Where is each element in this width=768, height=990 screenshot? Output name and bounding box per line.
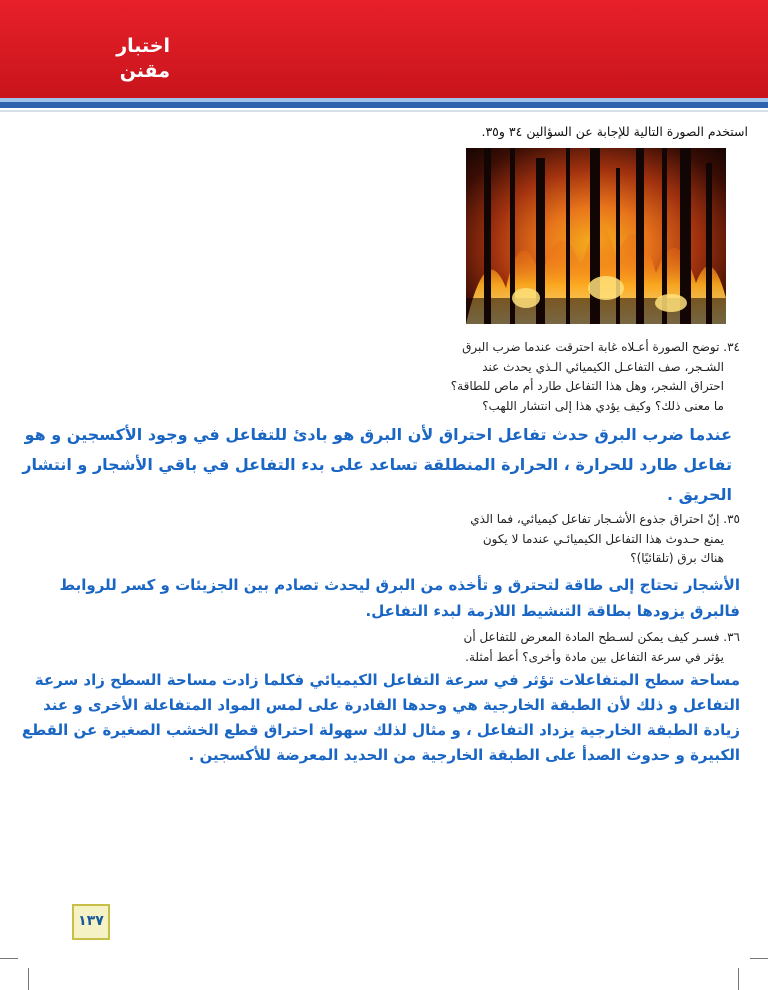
forest-fire-photo — [466, 148, 726, 324]
page-number: ١٣٧ — [72, 904, 110, 940]
answer-35 — [60, 572, 740, 624]
header-stripe — [0, 102, 768, 108]
question-line: ٣٥. إنّ احتراق جذوع الأشـجار تفاعل كيميائي، فما الذي — [470, 512, 740, 526]
answer-line: تفاعل طارد للحرارة ، الحرارة المنطلقة تساعد على بدء التفاعل في باقي الأشجار و انتشار — [22, 455, 732, 474]
crop-mark — [0, 958, 18, 959]
title-line: مقنن — [119, 60, 170, 82]
crop-mark — [738, 968, 739, 990]
crop-mark — [750, 958, 768, 959]
question-line: يؤثر في سرعة التفاعل بين مادة وأخرى؟ أعط أمثلة. — [465, 649, 724, 664]
header-stripe — [0, 110, 768, 112]
answer-34 — [22, 420, 732, 510]
question-line: ما معنى ذلك؟ وكيف يؤدي هذا إلى انتشار اللهب؟ — [482, 398, 724, 413]
answer-line: الكبيرة و حدوث الصدأ على الطبقة الخارجية من الحديد المعرضة للأكسجين . — [188, 746, 740, 764]
header-banner — [0, 0, 768, 98]
answer-line: زيادة الطبقة الخارجية يزداد التفاعل ، و مثال لذلك سهولة احتراق قطع الخشب الصغيرة عن القطع — [21, 721, 740, 739]
question-line: ٣٤. توضح الصورة أعـلاه غابة احترقت عندما ضرب البرق — [462, 340, 740, 354]
answer-line: مساحة سطح المتفاعلات تؤثر في سرعة التفاعل الكيميائي فكلما زادت مساحة السطح زاد سرعة — [34, 671, 740, 689]
answer-line: الحريق . — [666, 485, 732, 504]
forest-fire-icon — [466, 148, 726, 324]
answer-line: التفاعل و ذلك لأن الطبقة الخارجية هي وحدها القادرة على لمس المواد المتفاعلة الأخرى و عند — [43, 696, 740, 714]
intro-instruction: استخدم الصورة التالية للإجابة عن السؤالين ٣٤ و٣٥. — [481, 124, 748, 139]
section-title — [70, 34, 170, 92]
question-35 — [470, 510, 740, 569]
question-line: الشـجر، صف التفاعـل الكيميائي الـذي يحدث عند — [482, 359, 724, 374]
question-line: هناك برق (تلقائيًا)؟ — [630, 551, 724, 565]
title-line: اختبار — [116, 35, 170, 57]
answer-36 — [22, 668, 740, 768]
answer-line: فالبرق يزودها بطاقة التنشيط اللازمة لبدء التفاعل. — [365, 602, 740, 620]
question-line: احتراق الشجر، وهل هذا التفاعل طارد أم ماص للطاقة؟ — [450, 379, 724, 393]
question-36 — [464, 628, 741, 667]
answer-line: الأشجار تحتاج إلى طاقة لتحترق و تأخذه من البرق ليحدث تصادم بين الجزيئات و كسر للروابط — [59, 576, 740, 594]
answer-line: عندما ضرب البرق حدث تفاعل احتراق لأن البرق هو بادئ للتفاعل في وجود الأكسجين و هو — [24, 425, 732, 444]
question-line: يمنع حـدوث هذا التفاعل الكيميائـي عندما لا يكون — [482, 531, 724, 546]
question-34 — [451, 338, 740, 416]
question-line: ٣٦. فسـر كيف يمكن لسـطح المادة المعرض للتفاعل أن — [463, 630, 740, 644]
crop-mark — [28, 968, 29, 990]
